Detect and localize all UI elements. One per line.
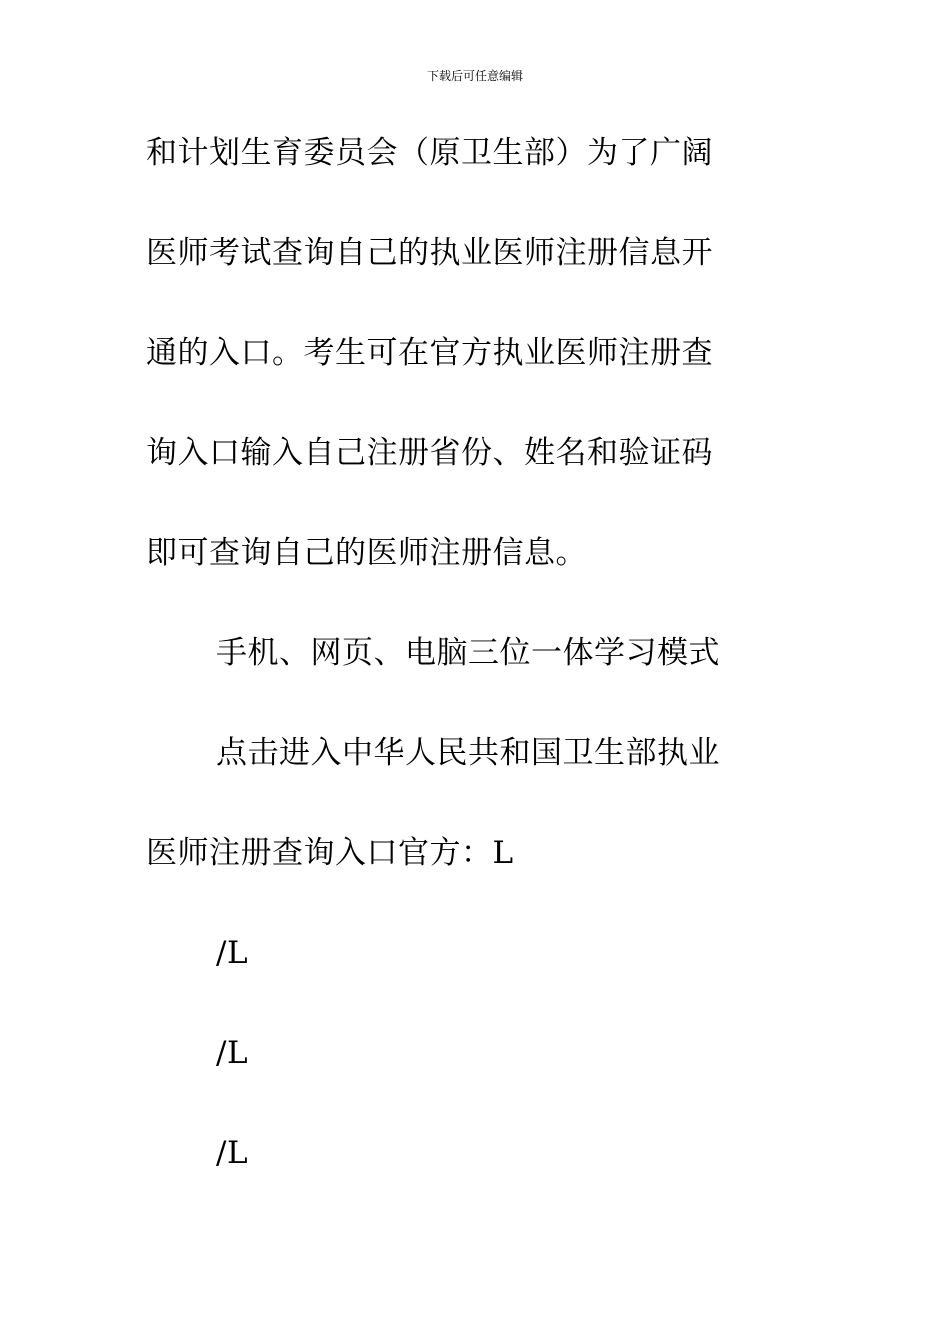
text-line: /L	[216, 1035, 249, 1071]
page-header: 下载后可任意编辑	[426, 69, 523, 83]
text-line: 即可查询自己的医师注册信息。	[146, 535, 587, 571]
text-line: 通的入口。考生可在官方执业医师注册查	[146, 335, 713, 371]
text-line: 点击进入中华人民共和国卫生部执业	[216, 735, 720, 771]
text-line: 和计划生育委员会（原卫生部）为了广阔	[146, 135, 713, 171]
text-line: 询入口输入自己注册省份、姓名和验证码	[146, 435, 713, 471]
text-line: 医师考试查询自己的执业医师注册信息开	[146, 235, 713, 271]
text-line: /L	[216, 1135, 249, 1171]
text-line: 医师注册查询入口官方：L	[146, 835, 514, 871]
text-line: /L	[216, 935, 249, 971]
text-line: 手机、网页、电脑三位一体学习模式	[216, 635, 720, 671]
body-text	[146, 126, 806, 1226]
